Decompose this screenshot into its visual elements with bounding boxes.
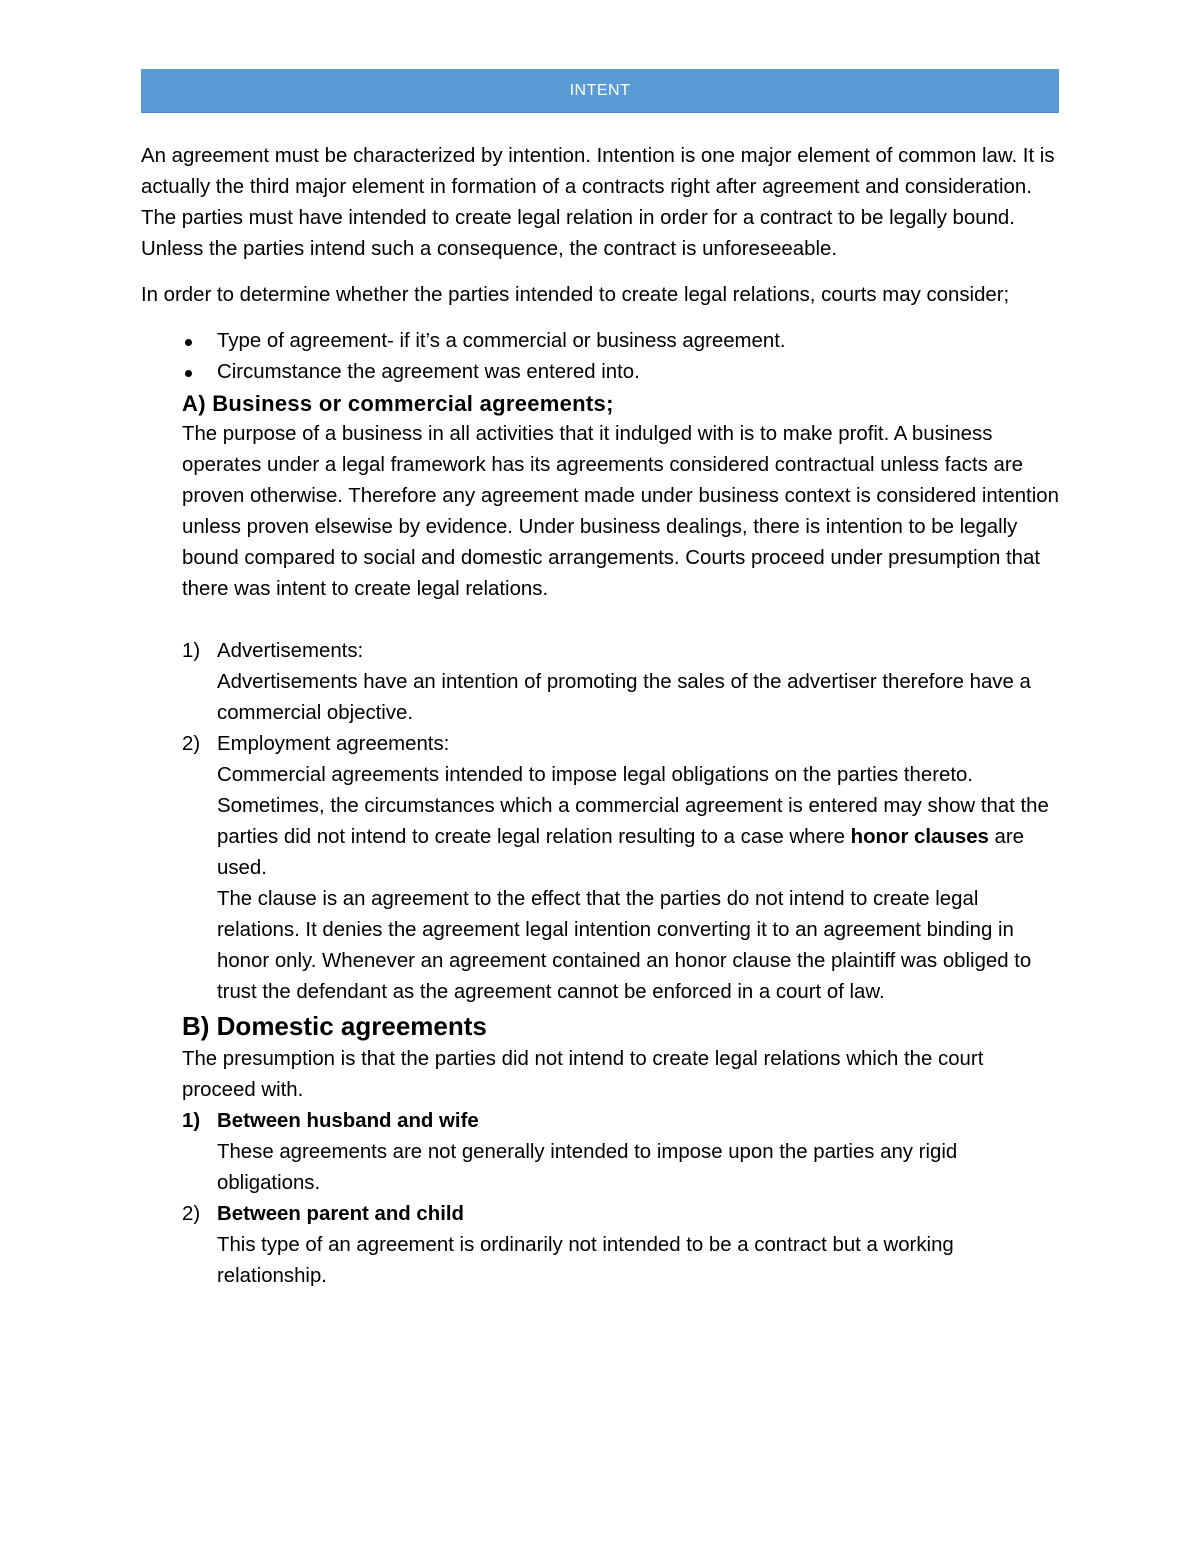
document-body <box>141 141 1059 1292</box>
list-item-text: Advertisements have an intention of promoting the sales of the advertiser therefore have a commercial objective. <box>217 671 1031 724</box>
bullet-text: Circumstance the agreement was entered into. <box>217 361 640 383</box>
list-item-employment <box>141 729 1059 1008</box>
list-item-title: Between parent and child <box>217 1203 464 1225</box>
list-number: 1) <box>182 1110 201 1132</box>
list-item-text <box>217 760 1059 884</box>
list-item-husband-wife <box>141 1106 1059 1199</box>
list-number: 1) <box>182 640 201 662</box>
bullet-icon <box>185 370 192 377</box>
bullet-icon <box>185 339 192 346</box>
list-item-text-2: The clause is an agreement to the effect that the parties do not intend to create legal relations. It denies the agreement legal intention converting it to an agreement binding in honor only. Whenever an agreement contained an honor clause the plaintiff was obliged to trust the defendant as the agreement cannot be enforced in a court of law. <box>217 888 1032 1003</box>
bullet-item <box>141 326 1059 357</box>
list-number: 2) <box>182 733 201 755</box>
list-item-title: Between husband and wife <box>217 1110 479 1132</box>
text-after: are used. <box>217 826 1025 879</box>
list-item-parent-child <box>141 1199 1059 1292</box>
list-item-title: Advertisements: <box>217 640 364 662</box>
section-b-heading: B) Domestic agreements <box>182 1011 487 1041</box>
section-a-heading: A) Business or commercial agreements; <box>182 391 614 416</box>
list-number: 2) <box>182 1203 201 1225</box>
section-a-numbered-list <box>141 636 1059 1008</box>
list-item-title: Employment agreements: <box>217 733 450 755</box>
intro-paragraph-1: An agreement must be characterized by intention. Intention is one major element of common law. It is actually the third major element in formation of a contracts right after agreement and consideration. The parties must have intended to create legal relation in order for a contract to be legally bound. Unless the parties intend such a consequence, the contract is unforeseeable. <box>141 145 1055 260</box>
section-b-body: The presumption is that the parties did not intend to create legal relations which the court proceed with. <box>182 1048 984 1101</box>
honor-clauses-term: honor clauses <box>850 826 989 848</box>
list-item-text: These agreements are not generally intended to impose upon the parties any rigid obligations. <box>217 1141 958 1194</box>
title-banner <box>141 69 1059 113</box>
text-before: Commercial agreements intended to impose legal obligations on the parties thereto. Sometimes, the circumstances which a commercial agreement is entered may show that the parties did not intend to create legal relation resulting to a case where <box>217 764 1049 848</box>
bullet-text: Type of agreement- if it’s a commercial or business agreement. <box>217 330 786 352</box>
section-a <box>141 388 1059 605</box>
bullet-item <box>141 357 1059 388</box>
page-title: INTENT <box>569 81 631 99</box>
section-b-numbered-list <box>141 1106 1059 1292</box>
list-item-text: This type of an agreement is ordinarily not intended to be a contract but a working relationship. <box>217 1234 954 1287</box>
intro-paragraph-2: In order to determine whether the parties intended to create legal relations, courts may consider; <box>141 284 1010 306</box>
spacer <box>141 605 1059 636</box>
list-item-advertisements <box>141 636 1059 729</box>
section-a-body: The purpose of a business in all activities that it indulged with is to make profit. A business operates under a legal framework has its agreements considered contractual unless facts are proven otherwise. Therefore any agreement made under business context is considered intention unless proven elsewise by evidence. Under business dealings, there is intention to be legally bound compared to social and domestic arrangements. Courts proceed under presumption that there was intent to create legal relations. <box>182 423 1059 600</box>
section-b <box>141 1008 1059 1106</box>
consideration-bullet-list <box>141 326 1059 388</box>
